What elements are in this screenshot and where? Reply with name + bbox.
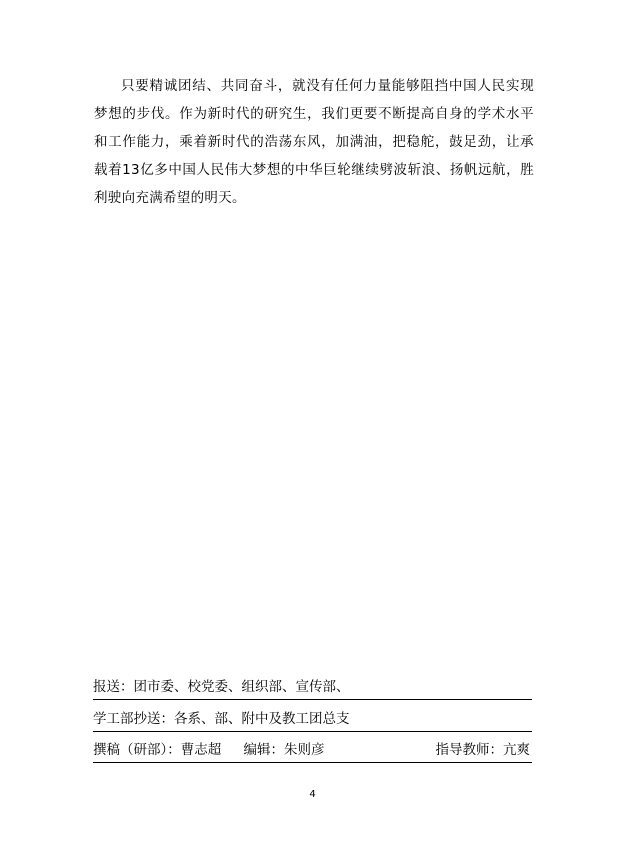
page-number: 4 (309, 789, 316, 800)
cc-line (93, 710, 532, 732)
editor-text: 编辑：朱则彦 (243, 742, 325, 758)
report-to-text: 报送：团市委、校党委、组织部、宣传部、 (93, 679, 350, 695)
credits-line (93, 741, 532, 763)
cc-text: 学工部抄送：各系、部、附中及教工团总支 (93, 711, 350, 727)
body-paragraph: 只要精诚团结、共同奋斗，就没有任何力量能够阻挡中国人民实现梦想的步伐。作为新时代的研究生，我们更要不断提高自身的学术水平和工作能力，乘着新时代的浩荡东风，加满油，把稳舵，鼓足劲，让承载着13亿多中国人民伟大梦想的中华巨轮继续劈波斩浪、扬帆远航，胜利驶向充满希望的明天。 (94, 78, 534, 206)
report-to-line (93, 678, 532, 700)
credits-left (93, 741, 325, 759)
advisor-text: 指导教师：亢爽 (435, 742, 530, 758)
drafted-by-text: 撰稿（研部）：曹志超 (93, 742, 222, 758)
